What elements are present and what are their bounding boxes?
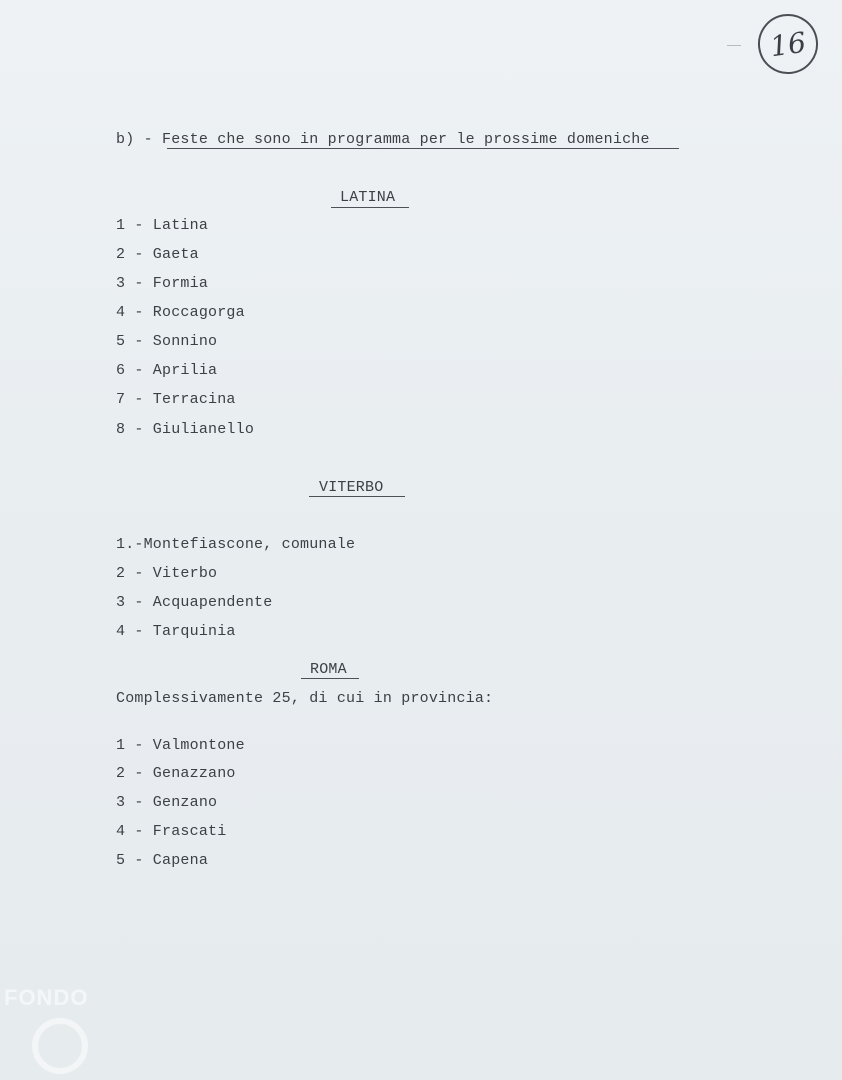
pencil-mark bbox=[727, 45, 741, 46]
latina-item: 2 - Gaeta bbox=[116, 246, 199, 263]
latina-item: 3 - Formia bbox=[116, 275, 209, 292]
latina-title-underline bbox=[331, 207, 409, 208]
roma-item: 2 - Genazzano bbox=[116, 765, 236, 782]
page-number: 16 bbox=[768, 25, 808, 63]
viterbo-item: 3 - Acquapendente bbox=[116, 594, 273, 611]
viterbo-item: 2 - Viterbo bbox=[116, 565, 218, 582]
latina-item: 4 - Roccagorga bbox=[116, 304, 245, 321]
heading-underline bbox=[167, 148, 679, 149]
page-number-stamp bbox=[754, 10, 822, 78]
roma-title: ROMA bbox=[310, 661, 347, 678]
latina-item: 1 - Latina bbox=[116, 217, 209, 234]
roma-item: 1 - Valmontone bbox=[116, 737, 245, 754]
roma-item: 3 - Genzano bbox=[116, 794, 218, 811]
latina-item: 6 - Aprilia bbox=[116, 362, 218, 379]
viterbo-title: VITERBO bbox=[319, 479, 384, 496]
viterbo-item: 1.-Montefiascone, comunale bbox=[116, 536, 356, 553]
section-heading: b) - Feste che sono in programma per le prossime domeniche bbox=[116, 131, 650, 148]
roma-item: 4 - Frascati bbox=[116, 823, 227, 840]
roma-title-underline bbox=[301, 678, 359, 679]
viterbo-item: 4 - Tarquinia bbox=[116, 623, 236, 640]
latina-item: 7 - Terracina bbox=[116, 391, 236, 408]
viterbo-title-underline bbox=[309, 496, 405, 497]
latina-title: LATINA bbox=[340, 189, 396, 206]
latina-item: 5 - Sonnino bbox=[116, 333, 218, 350]
roma-item: 5 - Capena bbox=[116, 852, 209, 869]
archive-watermark: FONDO bbox=[4, 985, 89, 1010]
latina-item: 8 - Giulianello bbox=[116, 421, 255, 438]
roma-intro: Complessivamente 25, di cui in provincia: bbox=[116, 690, 494, 707]
archive-logo-icon bbox=[32, 1018, 88, 1074]
